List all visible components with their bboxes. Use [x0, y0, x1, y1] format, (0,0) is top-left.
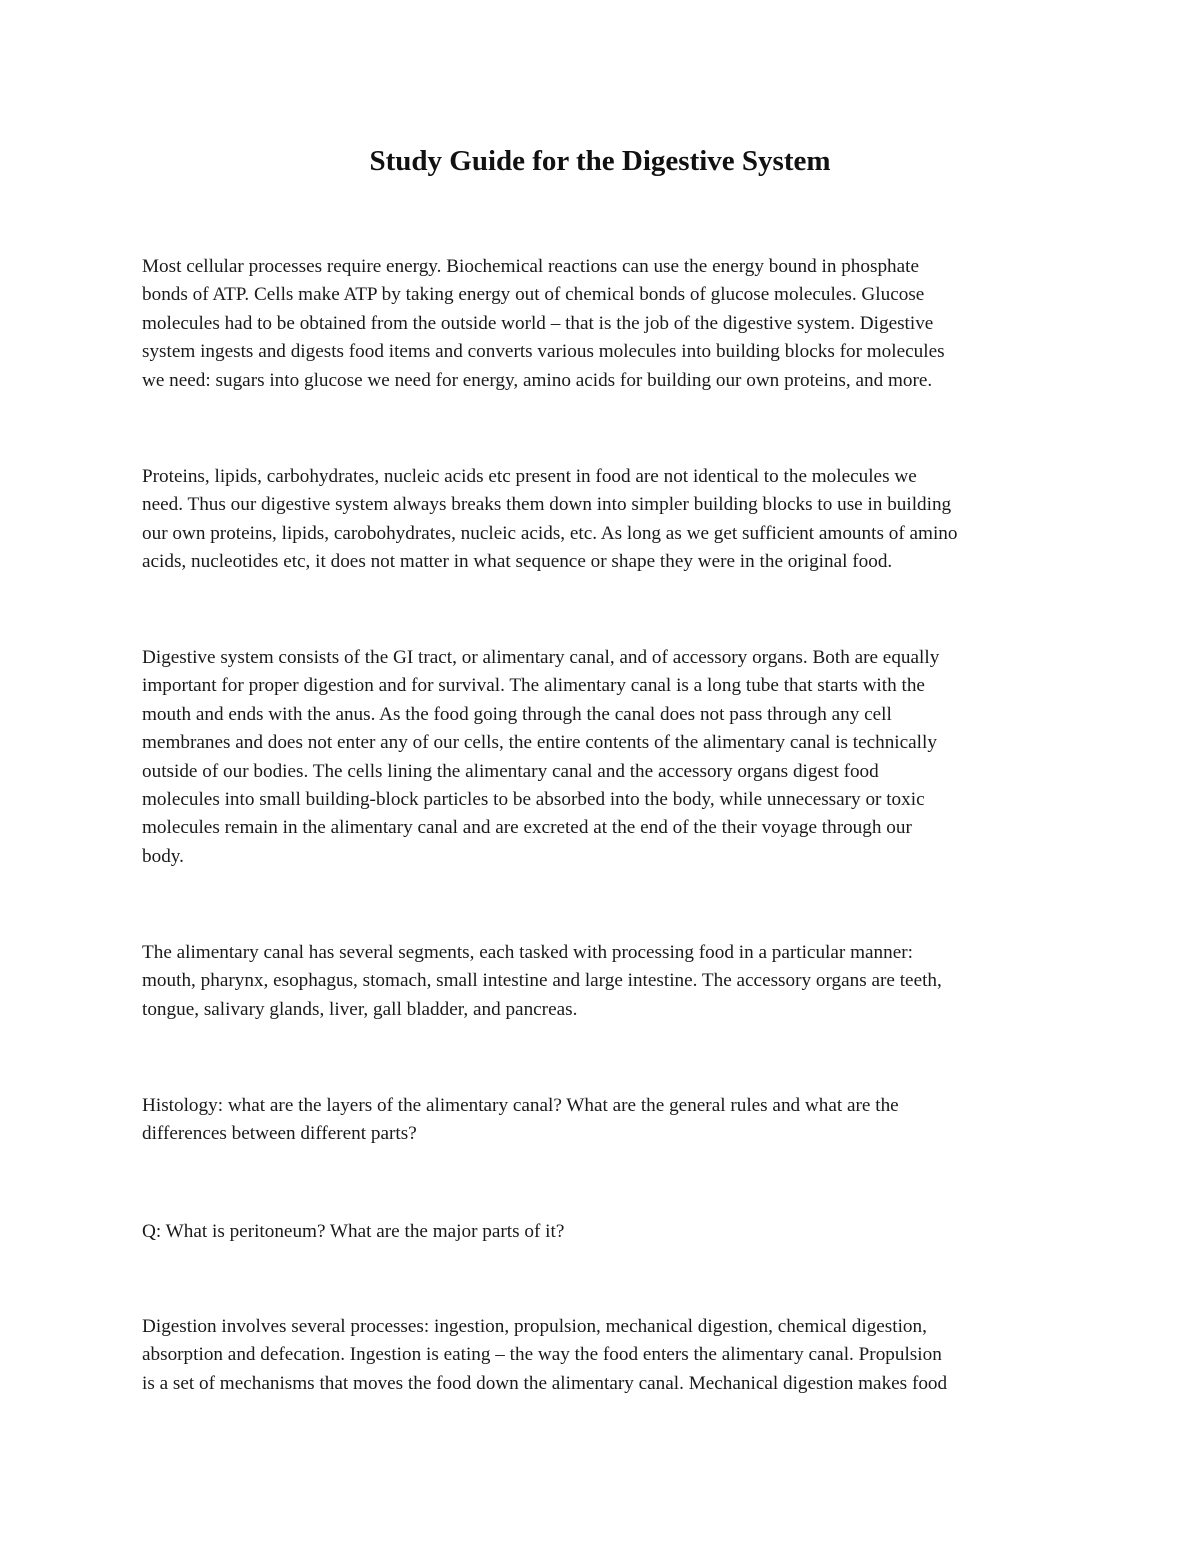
text-line: acids, nucleotides etc, it does not matter in what sequence or shape they were in the original food. — [142, 551, 893, 573]
text-line: The alimentary canal has several segments, each tasked with processing food in a particular manner: — [142, 942, 913, 963]
text-line: absorption and defecation. Ingestion is eating – the way the food enters the alimentary canal. Propulsion — [142, 1344, 942, 1366]
paragraph-gi-tract — [142, 644, 1067, 871]
text-line: Most cellular processes require energy. Biochemical reactions can use the energy bound in phosphate — [142, 256, 920, 277]
text-line: body. — [142, 845, 184, 867]
text-line: we need: sugars into glucose we need for energy, amino acids for building our own proteins, and more. — [142, 369, 933, 391]
text-line: membranes and does not enter any of our cells, the entire contents of the alimentary canal is technically — [142, 732, 937, 754]
text-line: molecules into small building-block particles to be absorbed into the body, while unnecessary or toxic — [142, 789, 925, 811]
paragraph-processes — [142, 1313, 1067, 1398]
text-line: molecules remain in the alimentary canal and are excreted at the end of the their voyage through our — [142, 817, 912, 839]
text-line: our own proteins, lipids, carobohydrates, nucleic acids, etc. As long as we get sufficient amounts of amino — [142, 522, 958, 544]
text-line: need. Thus our digestive system always breaks them down into simpler building blocks to use in building — [142, 494, 952, 516]
paragraph-peritoneum — [142, 1218, 1067, 1246]
text-line: mouth and ends with the anus. As the food going through the canal does not pass through any cell — [142, 703, 892, 725]
text-line: is a set of mechanisms that moves the food down the alimentary canal. Mechanical digestion makes food — [142, 1372, 948, 1394]
text-line: tongue, salivary glands, liver, gall bladder, and pancreas. — [142, 998, 578, 1020]
text-line: mouth, pharynx, esophagus, stomach, small intestine and large intestine. The accessory organs are teeth, — [142, 970, 942, 992]
text-line: Digestion involves several processes: ingestion, propulsion, mechanical digestion, chemical digestion, — [142, 1316, 927, 1337]
text-line: Histology: what are the layers of the alimentary canal? What are the general rules and what are the — [142, 1095, 899, 1116]
text-line: differences between different parts? — [142, 1123, 417, 1145]
text-line: Digestive system consists of the GI tract, or alimentary canal, and of accessory organs. Both are equally — [142, 647, 940, 668]
paragraph-energy — [142, 253, 1067, 395]
paragraph-building-blocks — [142, 463, 1067, 577]
text-line: Proteins, lipids, carbohydrates, nucleic acids etc present in food are not identical to the molecules we — [142, 466, 917, 487]
text-line: outside of our bodies. The cells lining the alimentary canal and the accessory organs digest food — [142, 760, 879, 782]
paragraph-segments — [142, 939, 1067, 1024]
paragraph-histology — [142, 1092, 1067, 1149]
text-line: bonds of ATP. Cells make ATP by taking energy out of chemical bonds of glucose molecules. Glucose — [142, 284, 925, 306]
text-line: important for proper digestion and for survival. The alimentary canal is a long tube that starts with the — [142, 675, 925, 697]
text-line: Q: What is peritoneum? What are the major parts of it? — [142, 1221, 565, 1242]
text-line: system ingests and digests food items and converts various molecules into building blocks for molecules — [142, 341, 945, 363]
text-line: molecules had to be obtained from the outside world – that is the job of the digestive system. Digestive — [142, 312, 934, 334]
document-title: Study Guide for the Digestive System — [369, 145, 831, 177]
